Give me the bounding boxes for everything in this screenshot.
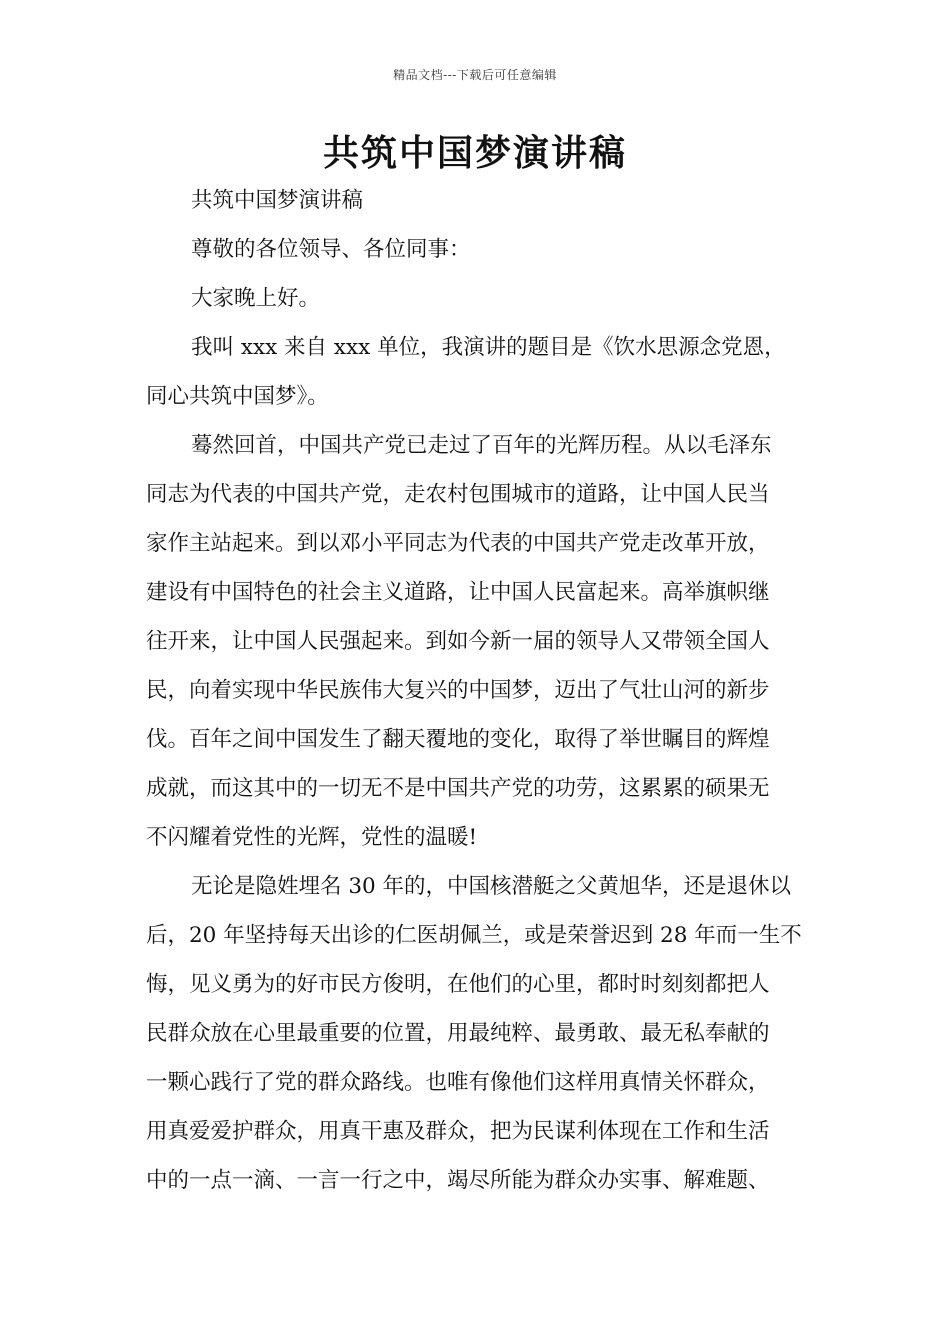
text-line: 共筑中国梦演讲稿 <box>191 188 364 213</box>
text-line: 中的一点一滴、一言一行之中，竭尽所能为群众办实事、解难题、 <box>146 1168 770 1193</box>
paragraph <box>146 176 808 225</box>
text-line: 后，20 年坚持每天出诊的仁医胡佩兰，或是荣誉迟到 28 年而一生不 <box>146 923 802 948</box>
text-line: 建设有中国特色的社会主义道路，让中国人民富起来。高举旗帜继 <box>146 580 770 605</box>
text-line: 不闪耀着党性的光辉，党性的温暖! <box>146 825 478 850</box>
text-line: 家作主站起来。到以邓小平同志为代表的中国共产党走改革开放， <box>146 531 770 556</box>
paragraph <box>146 421 808 862</box>
text-line: 用真爱爱护群众，用真干惠及群众，把为民谋利体现在工作和生活 <box>146 1119 770 1144</box>
text-line: 伐。百年之间中国发生了翻天覆地的变化，取得了举世瞩目的辉煌 <box>146 727 770 752</box>
text-line: 民群众放在心里最重要的位置，用最纯粹、最勇敢、最无私奉献的 <box>146 1021 770 1046</box>
text-line: 我叫 xxx 来自 xxx 单位，我演讲的题目是《饮水思源念党恩， <box>191 335 786 360</box>
text-line: 同志为代表的中国共产党，走农村包围城市的道路，让中国人民当 <box>146 482 770 507</box>
paragraph <box>146 862 808 1205</box>
page-header: 精品文档---下载后可任意编辑 <box>393 68 557 82</box>
text-line: 往开来，让中国人民强起来。到如今新一届的领导人又带领全国人 <box>146 629 770 654</box>
text-line: 蓦然回首，中国共产党已走过了百年的光辉历程。从以毛泽东 <box>191 433 772 458</box>
text-line: 成就，而这其中的一切无不是中国共产党的功劳，这累累的硕果无 <box>146 776 770 801</box>
text-line: 同心共筑中国梦》。 <box>146 384 329 409</box>
text-line: 一颗心践行了党的群众路线。也唯有像他们这样用真情关怀群众， <box>146 1070 770 1095</box>
text-line: 大家晚上好。 <box>191 286 321 311</box>
paragraph <box>146 274 808 323</box>
paragraph <box>146 225 808 274</box>
text-line: 民，向着实现中华民族伟大复兴的中国梦，迈出了气壮山河的新步 <box>146 678 770 703</box>
paragraph <box>146 323 808 421</box>
text-line: 无论是隐姓埋名 30 年的，中国核潜艇之父黄旭华，还是退休以 <box>191 874 792 899</box>
text-line: 悔，见义勇为的好市民方俊明，在他们的心里，都时时刻刻都把人 <box>146 972 770 997</box>
document-body <box>146 176 808 1205</box>
text-line: 尊敬的各位领导、各位同事： <box>191 237 471 262</box>
document-title: 共筑中国梦演讲稿 <box>322 132 627 174</box>
